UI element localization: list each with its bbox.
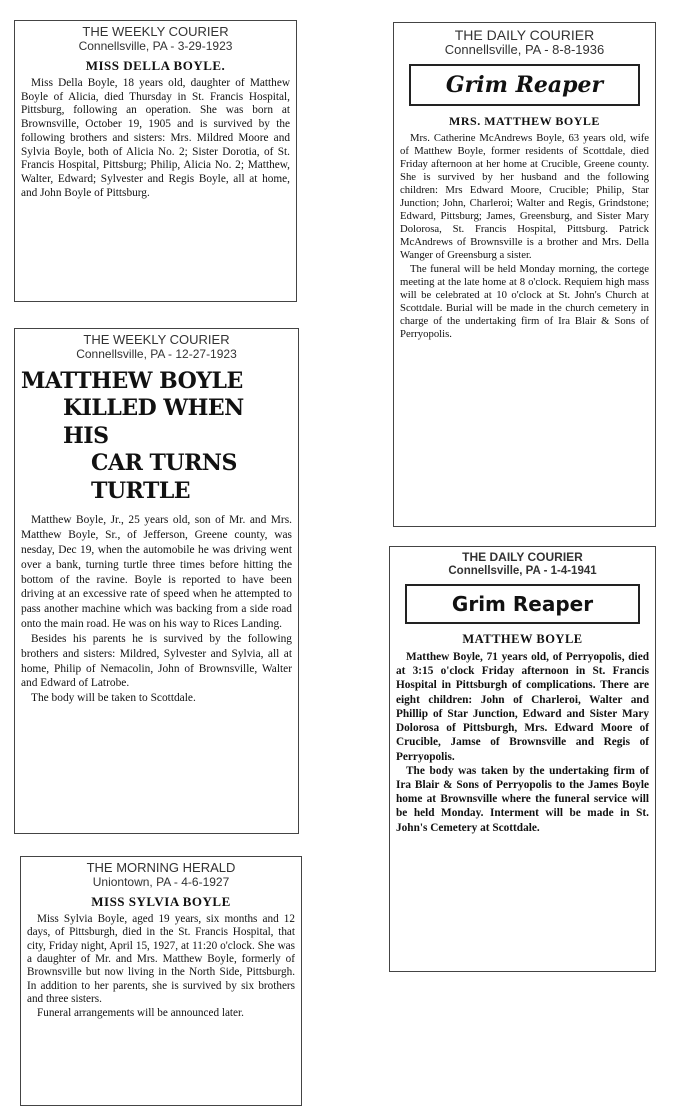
newspaper-name: THE DAILY COURIER (462, 550, 583, 564)
grim-reaper-banner: Grim Reaper (409, 64, 640, 106)
obituary-paragraph: The body will be taken to Scottdale. (31, 692, 196, 705)
clipping-matthew-boyle-jr (14, 328, 299, 834)
grim-reaper-banner: Grim Reaper (405, 584, 640, 624)
obituary-paragraph: Funeral arrangements will be announced later. (37, 1006, 244, 1019)
obituary-body (21, 77, 290, 201)
obituary-paragraph: The funeral will be held Monday morning, the cortege meeting at the late home at 8 o'clock. Requiem high mass will be celebrated at 10 o'clock at St. John's Church at Scottdale. Burial will be made in the church cemetery in charge of the undertaking firm of Ira Blair & Sons of Perryopolis. (400, 262, 649, 340)
place-date: Connellsville, PA - 12-27-1923 (76, 346, 237, 361)
obituary-paragraph: Miss Della Boyle, 18 years old, daughter of Matthew Boyle of Alicia, died Thursday in St. Francis Hospital, Pittsburg, following an operation. She was born at Brownsville, October 19, 1905 and is survived by the following brothers and sisters: Mrs. Mildred Moore and Sylvia Boyle, both of Alicia No. 2; Sister Dorotia, of St. Francis Hospital, Pittsburg; Philip, Alicia No. 2; Matthew, Walter, Edward; Sylvester and Regis Boyle, all at home, and John Boyle of Pittsburg. (21, 76, 290, 199)
obituary-paragraph: The body was taken by the undertaking firm of Ira Blair & Sons of Perryopolis to the James Boyle home at Brownsville where the funeral service will be held Monday. Interment will be made in St. John's Cemetery at Scottdale. (396, 764, 649, 834)
obituary-body (400, 132, 649, 341)
headline-line: MATTHEW BOYLE (21, 367, 243, 394)
obituary-body (396, 650, 649, 835)
clipping-sylvia-boyle (20, 856, 302, 1106)
obituary-paragraph: Mrs. Catherine McAndrews Boyle, 63 years old, wife of Matthew Boyle, former residents of Scottdale, died Friday afternoon at her home at Crucible, Greene county. She is survived by her husband and the following children: Mrs Edward Moore, Crucible; Philip, Star Junction; John, Charleroi; Walter and Regis, Grindstone; Edward, Pittsburg; James, Greensburg, and Sister Mary Dolorosa, St. Francis Hospital, Pittsburg. Patrick McAndrews of Brownsville is a brother and Mrs. Della Wanger of Greensburg a sister. (400, 132, 649, 262)
obituary-headline (21, 368, 292, 506)
obituary-headline: MISS SYLVIA BOYLE (91, 893, 231, 909)
place-date: Connellsville, PA - 3-29-1923 (78, 38, 233, 53)
clipping-source (400, 27, 649, 58)
obituary-paragraph: Besides his parents he is survived by the following brothers and sisters: Mildred, Sylvester and Sylvia, all at home, Philip of Nemacolin, John of Brownsville, Walter and Edward of Latrobe. (21, 632, 292, 690)
place-date: Connellsville, PA - 1-4-1941 (448, 564, 597, 577)
obituary-headline: MATTHEW BOYLE (462, 632, 583, 647)
newspaper-name: THE MORNING HERALD (86, 860, 236, 875)
obituary-paragraph: Matthew Boyle, 71 years old, of Perryopolis, died at 3:15 o'clock Friday afternoon in St. Francis Hospital in Pittsburgh of complications. There are eight children: John of Charleroi, Walter and Phillip of Star Junction, Edward and Sister Mary Dolorosa of Pittsburgh, Mrs. Edward Moore of Crucible, Jamse of Brownsville and Regis of Perryopolis. (396, 651, 649, 763)
obituary-paragraph: Matthew Boyle, Jr., 25 years old, son of Mr. and Mrs. Matthew Boyle, Sr., of Jefferson, Greene county, was nesday, Dec 19, when the automobile he was driving went over a bank, turning turtle three times before hitting the bottom of the ravine. Boyle is reported to have been driving at an excessive rate of speed when he attempted to pass another machine which was backing from a side road onto the main road. He was on his way to Rices Landing. (21, 514, 292, 631)
obituary-body (21, 513, 292, 706)
obituary-paragraph: Miss Sylvia Boyle, aged 19 years, six months and 12 days, of Pittsburgh, died in the St. Francis Hospital, that city, Friday night, April 15, 1927, at 11:20 o'clock. She was a daughter of Mr. and Mrs. Matthew Boyle, formerly of Brownsville but now living in the North Side, Pittsburgh. In addition to her parents, she is survived by six brothers and three sisters. (27, 912, 295, 1006)
newspaper-name: THE DAILY COURIER (454, 27, 595, 43)
clipping-catherine-boyle (393, 22, 656, 527)
place-date: Connellsville, PA - 8-8-1936 (444, 42, 605, 58)
clipping-source (21, 25, 290, 54)
obituary-headline: MRS. MATTHEW BOYLE (449, 114, 600, 129)
clipping-della-boyle (14, 20, 297, 302)
clipping-source (21, 333, 292, 362)
newspaper-name: THE WEEKLY COURIER (82, 24, 229, 39)
obituary-headline: MISS DELLA BOYLE. (85, 57, 226, 73)
place-date: Uniontown, PA - 4-6-1927 (92, 874, 230, 889)
headline-line: KILLED WHEN HIS (63, 395, 244, 449)
clipping-source (396, 551, 649, 578)
clipping-matthew-boyle-sr (389, 546, 656, 972)
newspaper-name: THE WEEKLY COURIER (83, 332, 230, 347)
clipping-source (27, 861, 295, 890)
obituary-body (27, 913, 295, 1021)
headline-line: CAR TURNS TURTLE (91, 450, 237, 504)
